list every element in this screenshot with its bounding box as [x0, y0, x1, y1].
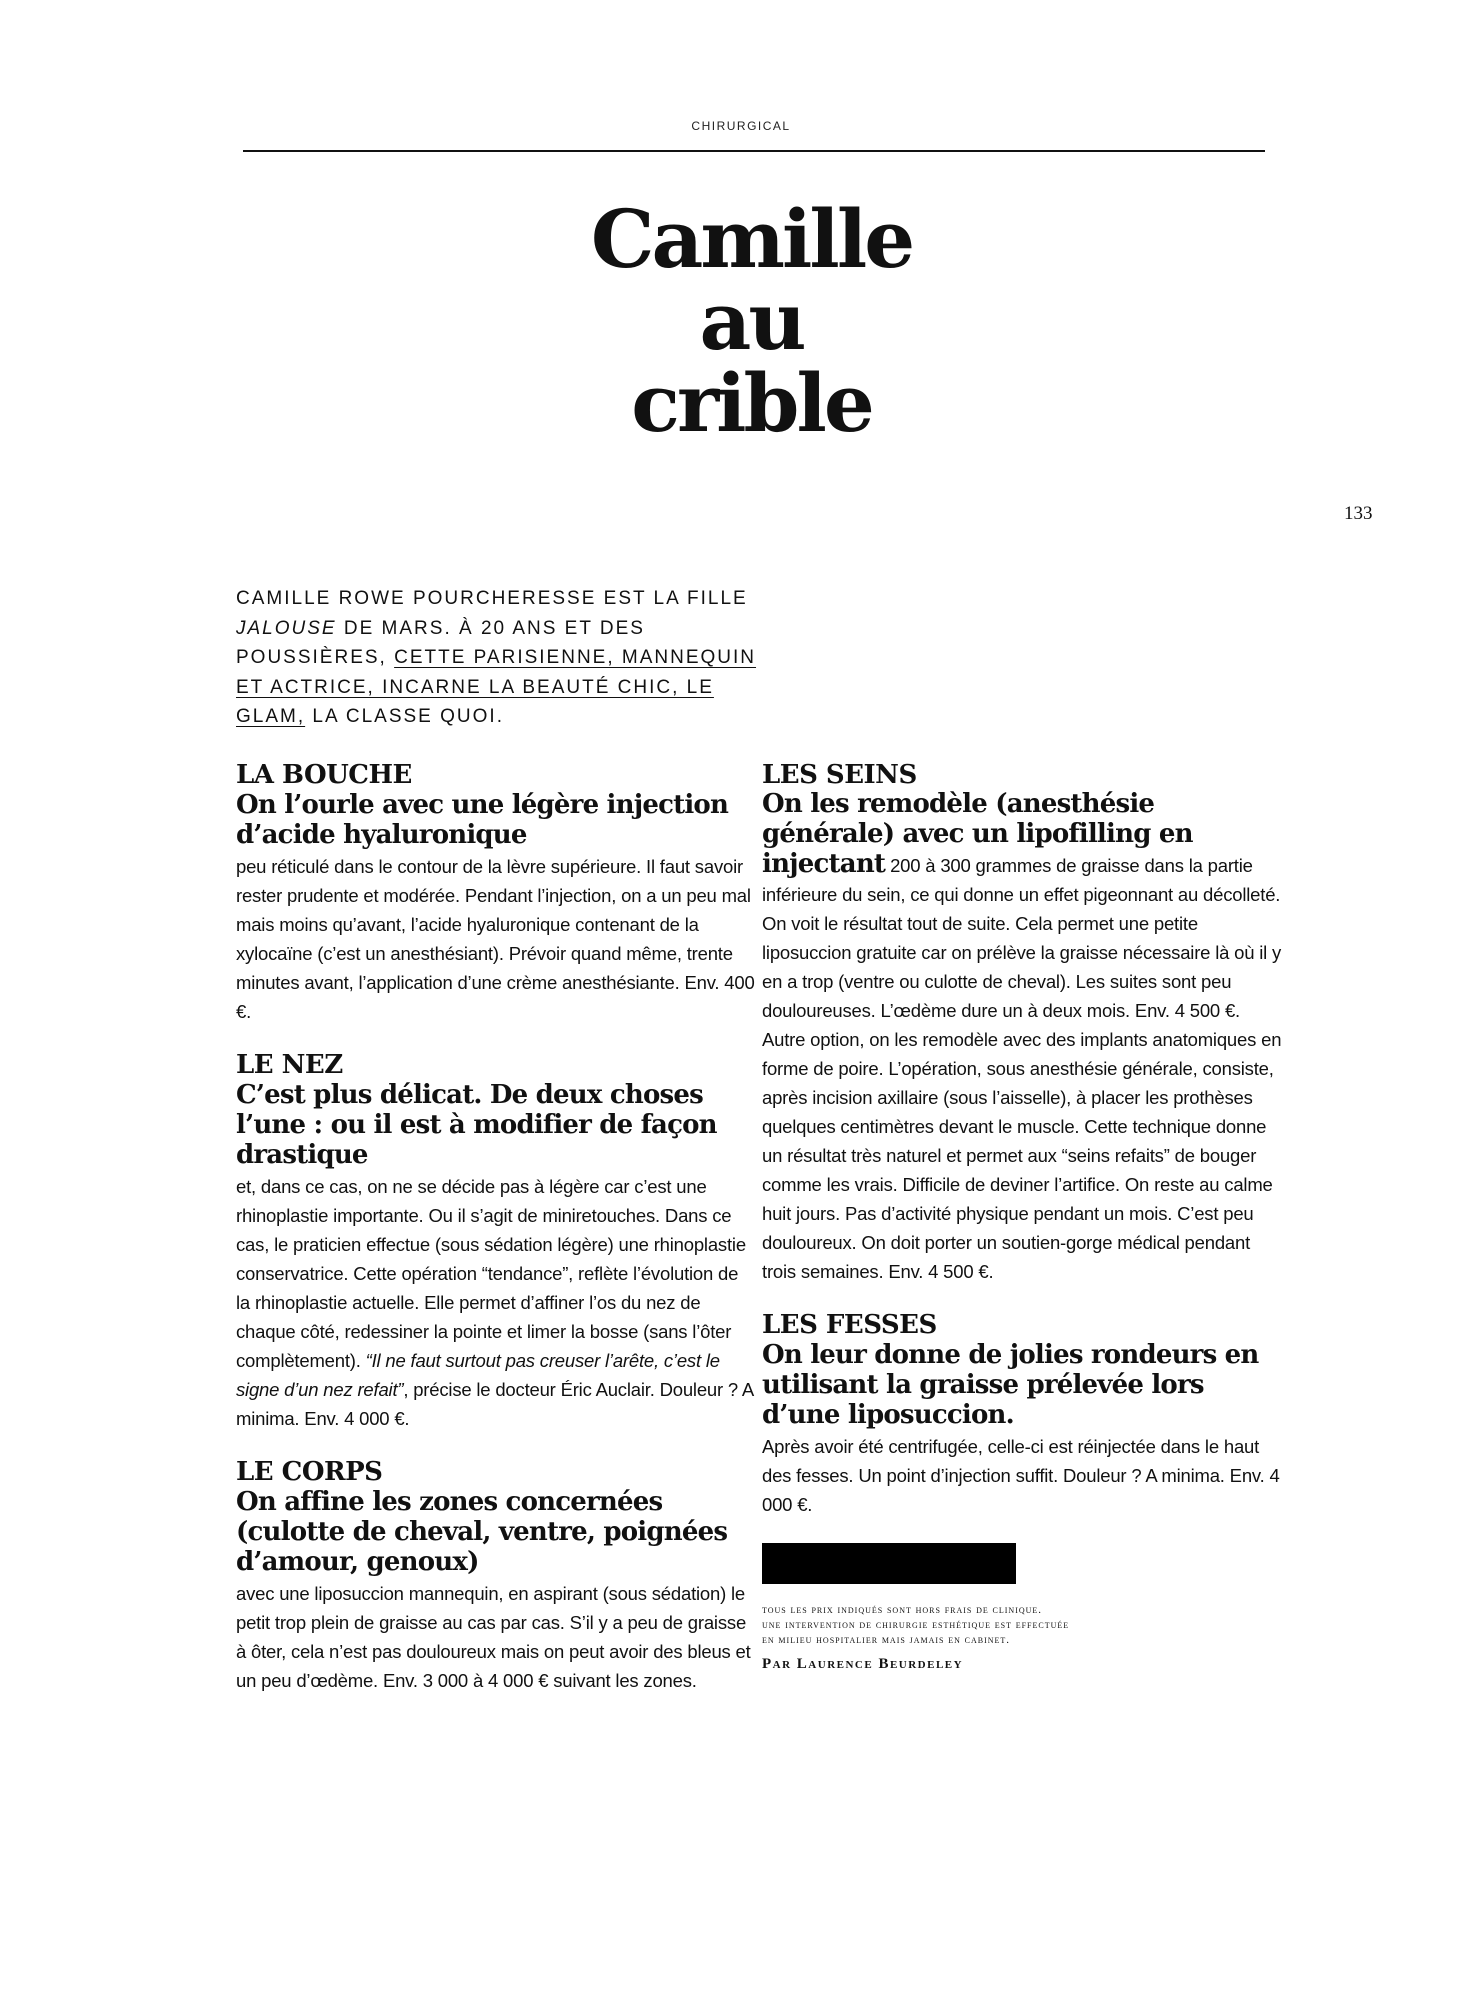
intro-paragraph [236, 584, 756, 732]
section-body: Après avoir été centrifugée, celle-ci est réinjectée dans le haut des fesses. Un point d’injection suffit. Douleur ? A minima. Env. 4 000 €. [762, 1436, 1280, 1515]
note-line-1: tous les prix indiqués sont hors frais de clinique. [762, 1604, 1043, 1616]
section-lead: C’est plus délicat. De deux choses l’une : ou il est à modifier de façon drastique [236, 1080, 717, 1170]
intro-part-3: LA CLASSE QUOI. [305, 706, 504, 727]
section-body-end: , précise le docteur Éric Auclair. Douleur ? A minima. Env. 4 000 €. [236, 1379, 754, 1429]
section-corps [236, 1457, 756, 1695]
section-heading: LE CORPS [236, 1457, 383, 1487]
section-lead: On l’ourle avec une légère injection d’acide hyaluronique [236, 790, 729, 850]
title-line-3: crible [631, 356, 872, 450]
section-heading: LA BOUCHE [236, 760, 412, 790]
doctor-quote: “Il ne faut surtout pas creuser l’arête, c’est le signe d’un nez refait” [236, 1350, 720, 1400]
section-body-text: 200 à 300 grammes de graisse dans la partie inférieure du sein, ce qui donne un effet pigeonnant au décolleté. On voit le résultat tout de suite. Cela permet une petite liposuccion gratuite car on prélève la graisse nécessaire là où il y en a trop (ventre ou culotte de cheval). Les suites sont peu douloureuses. L’œdème dure un à deux mois. Env. 4 500 €. Autre option, on les remodèle avec des implants anatomiques en forme de poire. L’opération, sous anesthésie générale, consiste, après incision axillaire (sous l’aisselle), à placer les prothèses quelques centimètres devant le muscle. Cette technique donne un résultat très naturel et permet aux “seins refaits” de bouger comme les vrais. Difficile de deviner l’artifice. On reste au calme huit jours. Pas d’activité physique pendant un mois. C’est peu douloureux. On doit porter un soutien-gorge médical pendant trois semaines. Env. 4 500 €. [762, 855, 1282, 1282]
black-bar [762, 1543, 1016, 1584]
section-body-text: et, dans ce cas, on ne se décide pas à légère car c’est une rhinoplastie importante. Ou il s’agit de miniretouches. Dans ce cas, le praticien effectue (sous sédation légère) une rhinoplastie conservatrice. Cette opération “tendance”, reflète l’évolution de la rhinoplastie actuelle. Elle permet d’affiner l’os du nez de chaque côté, redessiner la pointe et limer la bosse (sans l’ôter complètement). [236, 1176, 746, 1371]
left-column [236, 760, 756, 1719]
note-line-3: en milieu hospitalier mais jamais en cabinet. [762, 1634, 1011, 1646]
price-note [762, 1603, 1282, 1648]
article-title [0, 192, 1482, 450]
intro-underlined: CETTE PARISIENNE, MANNEQUIN ET ACTRICE, INCARNE LA BEAUTÉ CHIC, LE GLAM, [236, 647, 757, 727]
author-credit: Par Laurence Beurdeley [762, 1656, 964, 1672]
note-line-2: une intervention de chirurgie esthétique est effectuée [762, 1619, 1070, 1631]
section-body [236, 1172, 756, 1433]
section-nez [236, 1050, 756, 1433]
section-lead: On les remodèle (anesthésie générale) avec un lipofilling en injectant [762, 789, 1193, 879]
section-lead: On affine les zones concernées (culotte de cheval, ventre, poignées d’amour, genoux) [236, 1487, 728, 1577]
intro-magazine-name: JALOUSE [236, 617, 337, 639]
header-rule [243, 150, 1265, 152]
section-body: avec une liposuccion mannequin, en aspirant (sous sédation) le petit trop plein de graisse au cas par cas. S’il y a peu de graisse à ôter, cela n’est pas douloureux mais on peut avoir des bleus et un peu d’œdème. Env. 3 000 à 4 000 € suivant les zones. [236, 1583, 751, 1691]
section-heading: LES FESSES [762, 1310, 937, 1340]
section-fesses [762, 1310, 1282, 1519]
section-label: CHIRURGICAL [691, 119, 791, 133]
page-number: 133 [1344, 503, 1373, 524]
intro-part-1: CAMILLE ROWE POURCHERESSE EST LA FILLE [236, 588, 748, 609]
title-line-1: Camille [590, 192, 913, 286]
section-body [762, 790, 1282, 1286]
intro-part-2: DE MARS. À 20 ANS ET DES POUSSIÈRES, [236, 617, 645, 668]
title-line-2: au [699, 274, 804, 368]
section-lead: On leur donne de jolies rondeurs en utilisant la graisse prélevée lors d’une liposuccion. [762, 1340, 1259, 1430]
right-column [762, 760, 1282, 1673]
section-bouche [236, 760, 756, 1026]
section-body: peu réticulé dans le contour de la lèvre supérieure. Il faut savoir rester prudente et modérée. Pendant l’injection, on a un peu mal mais moins qu’avant, l’acide hyaluronique contenant de la xylocaïne (c’est un anesthésiant). Prévoir quand même, trente minutes avant, l’application d’une crème anesthésiante. Env. 400 €. [236, 856, 755, 1022]
section-heading: LES SEINS [762, 760, 917, 790]
section-seins [762, 760, 1282, 1286]
section-heading: LE NEZ [236, 1050, 343, 1080]
